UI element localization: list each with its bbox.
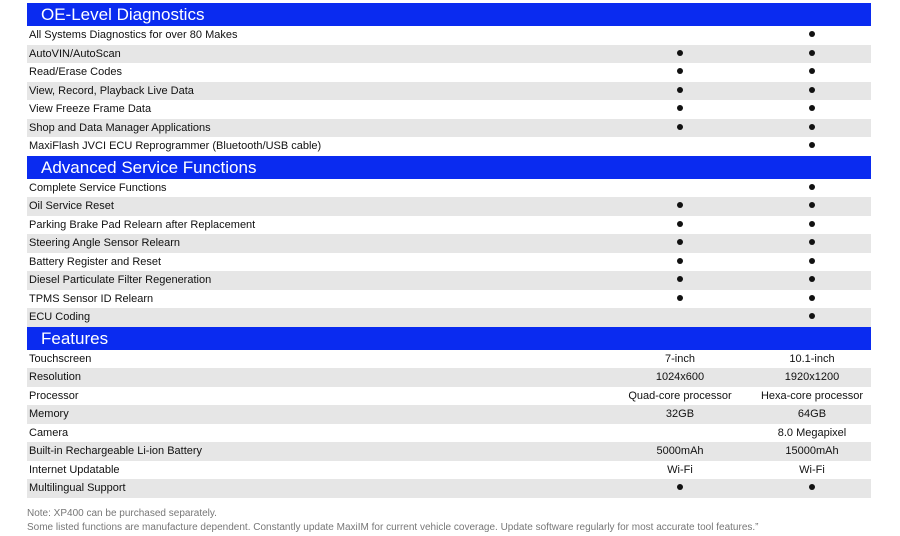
table-row [27,119,871,138]
row-value: 32GB [665,408,695,420]
feature-dot-icon [615,234,745,253]
section-header: OE-Level Diagnostics [27,3,871,26]
row-label: All Systems Diagnostics for over 80 Makes [29,29,238,41]
row-label: MaxiFlash JVCI ECU Reprogrammer (Bluetooth/USB cable) [29,140,322,152]
row-label: Camera [29,426,69,439]
feature-dot-icon [747,216,877,235]
table-row [27,461,871,480]
feature-dot-icon [747,234,877,253]
bullet-dot-icon [809,295,815,301]
table-row [27,179,871,198]
feature-dot-icon [615,82,745,101]
row-value: 1920x1200 [784,371,840,383]
row-label: Touchscreen [29,352,92,365]
footer-notes [27,507,758,535]
row-value: Hexa-core processor [760,389,864,402]
feature-dot-icon [747,271,877,290]
feature-dot-icon [747,479,877,498]
table-row [27,308,871,327]
section-header: Features [27,327,871,350]
bullet-dot-icon [809,313,815,319]
table-row [27,479,871,498]
footer-note-2: Some listed functions are manufacture dependent. Constantly update MaxiIM for current vehicle coverage. Update software regularly for most accurate tool features.” [27,522,759,533]
table-row [27,424,871,443]
feature-dot-icon [747,45,877,64]
row-label: Built-in Rechargeable Li-ion Battery [29,445,203,457]
row-value: 10.1-inch [789,352,835,365]
bullet-dot-icon [809,124,815,130]
bullet-dot-icon [809,484,815,490]
row-label: ECU Coding [29,311,91,323]
table-row [27,82,871,101]
row-label: Processor [29,389,79,402]
bullet-dot-icon [809,202,815,208]
bullet-dot-icon [809,142,815,148]
row-label: Oil Service Reset [29,200,114,212]
table-row [27,26,871,45]
feature-dot-icon [747,179,877,198]
bullet-dot-icon [677,124,683,130]
table-row [27,387,871,406]
bullet-dot-icon [677,484,683,490]
table-row [27,442,871,461]
comparison-table [27,3,871,498]
feature-dot-icon [747,308,877,327]
feature-dot-icon [615,197,745,216]
feature-dot-icon [747,119,877,138]
feature-dot-icon [615,253,745,272]
bullet-dot-icon [809,184,815,190]
row-label: AutoVIN/AutoScan [29,47,121,60]
feature-dot-icon [747,100,877,119]
row-label: View Freeze Frame Data [29,103,152,115]
row-label: View, Record, Playback Live Data [29,84,194,97]
bullet-dot-icon [677,258,683,264]
feature-dot-icon [615,479,745,498]
bullet-dot-icon [677,105,683,111]
table-row [27,290,871,309]
row-label: Complete Service Functions [29,181,167,194]
feature-dot-icon [615,119,745,138]
table-row [27,271,871,290]
row-value: Wi-Fi [799,463,825,476]
row-label: Internet Updatable [29,463,120,476]
bullet-dot-icon [809,239,815,245]
table-row [27,197,871,216]
row-label: TPMS Sensor ID Relearn [29,292,154,305]
footer-note-1: Note: XP400 can be purchased separately. [27,508,217,519]
row-label: Memory [29,408,69,420]
section-header: Advanced Service Functions [27,156,871,179]
row-value: Quad-core processor [628,389,732,402]
bullet-dot-icon [677,87,683,93]
bullet-dot-icon [677,68,683,74]
feature-dot-icon [747,290,877,309]
feature-dot-icon [615,216,745,235]
bullet-dot-icon [677,295,683,301]
row-label: Shop and Data Manager Applications [29,121,211,134]
feature-dot-icon [615,63,745,82]
row-value: 7-inch [665,352,695,365]
table-row [27,45,871,64]
row-label: Multilingual Support [29,482,126,494]
row-value: 8.0 Megapixel [777,426,847,439]
table-row [27,368,871,387]
row-label: Steering Angle Sensor Relearn [29,237,181,249]
feature-dot-icon [747,197,877,216]
row-value: 5000mAh [656,445,704,457]
feature-dot-icon [747,253,877,272]
row-value: 1024x600 [655,371,705,383]
bullet-dot-icon [677,276,683,282]
feature-dot-icon [615,100,745,119]
row-label: Read/Erase Codes [29,66,122,78]
row-value: 64GB [797,408,827,420]
table-row [27,216,871,235]
feature-dot-icon [747,63,877,82]
row-label: Battery Register and Reset [29,255,162,268]
table-row [27,137,871,156]
table-row [27,234,871,253]
table-row [27,350,871,369]
bullet-dot-icon [809,68,815,74]
feature-dot-icon [615,271,745,290]
table-row [27,63,871,82]
feature-dot-icon [747,26,877,45]
row-value: 15000mAh [785,445,839,457]
row-value: Wi-Fi [667,463,693,476]
bullet-dot-icon [677,221,683,227]
bullet-dot-icon [677,50,683,56]
bullet-dot-icon [809,276,815,282]
bullet-dot-icon [677,202,683,208]
table-row [27,100,871,119]
row-label: Parking Brake Pad Relearn after Replacement [29,218,256,231]
feature-dot-icon [615,45,745,64]
bullet-dot-icon [809,258,815,264]
row-label: Resolution [29,371,81,383]
feature-dot-icon [615,290,745,309]
row-label: Diesel Particulate Filter Regeneration [29,274,212,286]
bullet-dot-icon [809,31,815,37]
table-row [27,405,871,424]
bullet-dot-icon [809,87,815,93]
bullet-dot-icon [677,239,683,245]
table-row [27,253,871,272]
feature-dot-icon [747,137,877,156]
bullet-dot-icon [809,105,815,111]
bullet-dot-icon [809,221,815,227]
bullet-dot-icon [809,50,815,56]
feature-dot-icon [747,82,877,101]
